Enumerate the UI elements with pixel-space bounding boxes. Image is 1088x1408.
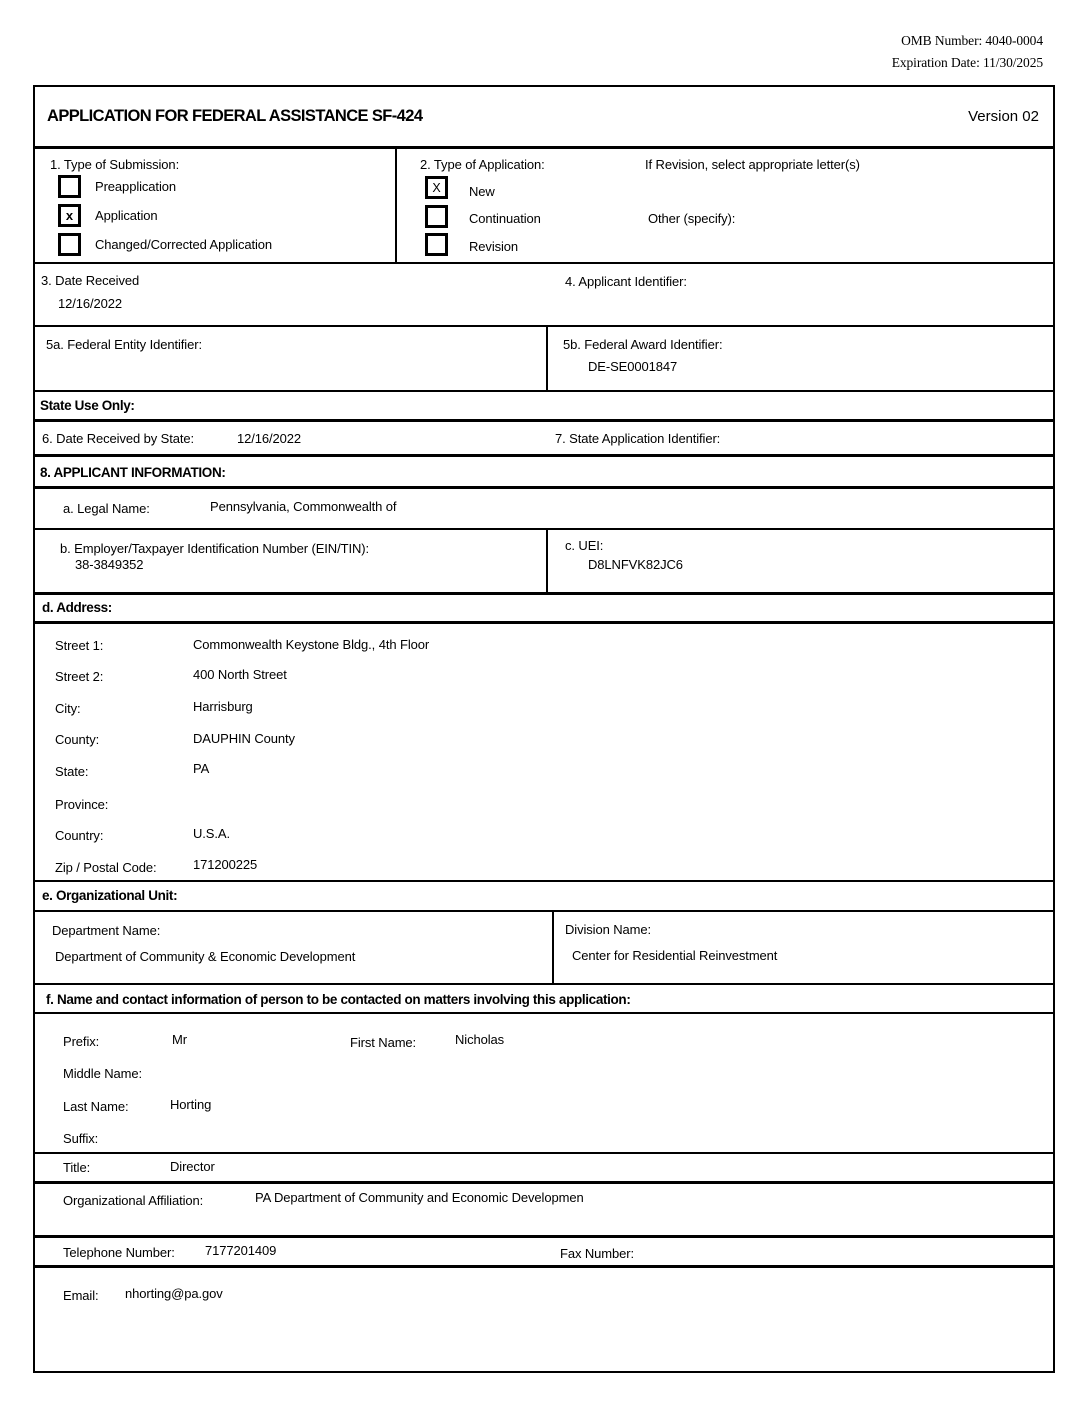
date-received-value: 12/16/2022 [58, 296, 123, 311]
org-affiliation-label: Organizational Affiliation: [63, 1193, 204, 1208]
email-value: nhorting@pa.gov [125, 1286, 223, 1301]
fax-label: Fax Number: [560, 1246, 635, 1261]
form-box [33, 85, 1055, 1373]
province-label: Province: [55, 797, 109, 812]
county-value: DAUPHIN County [193, 731, 295, 746]
department-name-label: Department Name: [52, 923, 161, 938]
federal-award-identifier-value: DE-SE0001847 [588, 359, 678, 374]
federal-award-identifier-label: 5b. Federal Award Identifier: [563, 337, 723, 352]
contact-name-block [35, 1014, 1053, 1154]
last-name-label: Last Name: [63, 1099, 129, 1114]
type-of-application-label: 2. Type of Application: [420, 157, 545, 172]
checkbox-new[interactable]: X [425, 176, 448, 199]
contact-header-row [35, 985, 1053, 1014]
state-use-only-row [35, 392, 1053, 422]
org-affiliation-row [35, 1184, 1053, 1238]
org-affiliation-value: PA Department of Community and Economic Developmen [255, 1190, 584, 1205]
email-row [35, 1268, 1053, 1371]
checkbox-preapplication[interactable] [58, 175, 81, 198]
submission-application-row [35, 149, 1053, 264]
federal-entity-cell [35, 327, 548, 390]
application-label: Application [95, 208, 158, 223]
state-value: PA [193, 761, 210, 776]
preapplication-label: Preapplication [95, 179, 176, 194]
country-label: Country: [55, 828, 104, 843]
org-unit-header: e. Organizational Unit: [42, 888, 178, 903]
checkbox-revision[interactable] [425, 233, 448, 256]
type-of-application-cell [397, 149, 1053, 262]
city-value: Harrisburg [193, 699, 253, 714]
state-use-only-label: State Use Only: [40, 398, 135, 413]
division-name-label: Division Name: [565, 922, 652, 937]
version-label: Version 02 [968, 108, 1039, 125]
contact-title-value: Director [170, 1159, 215, 1174]
suffix-label: Suffix: [63, 1131, 99, 1146]
uei-label: c. UEI: [565, 538, 604, 553]
checkbox-changed-corrected[interactable] [58, 233, 81, 256]
division-cell [554, 912, 1053, 983]
applicant-information-header: 8. APPLICANT INFORMATION: [40, 465, 226, 480]
date-received-by-state-label: 6. Date Received by State: [42, 431, 195, 446]
telephone-value: 7177201409 [205, 1243, 277, 1258]
street1-label: Street 1: [55, 638, 104, 653]
ein-value: 38-3849352 [75, 557, 144, 572]
checkbox-continuation[interactable] [425, 205, 448, 228]
first-name-value: Nicholas [455, 1032, 505, 1047]
revision-label: Revision [469, 239, 519, 254]
uei-cell [548, 530, 1053, 592]
federal-identifier-row [35, 327, 1053, 392]
revision-note: If Revision, select appropriate letter(s) [645, 157, 860, 172]
department-cell [35, 912, 554, 983]
date-received-by-state-value: 12/16/2022 [237, 431, 302, 446]
street2-value: 400 North Street [193, 667, 287, 682]
date-received-label: 3. Date Received [41, 273, 140, 288]
ein-label: b. Employer/Taxpayer Identification Number (EIN/TIN): [60, 541, 369, 556]
checkbox-application[interactable]: x [58, 204, 81, 227]
omb-number: OMB Number: 4040-0004 [901, 33, 1043, 48]
county-label: County: [55, 732, 100, 747]
state-received-row [35, 422, 1053, 457]
contact-title-row [35, 1154, 1053, 1184]
legal-name-value: Pennsylvania, Commonwealth of [210, 499, 397, 514]
street1-value: Commonwealth Keystone Bldg., 4th Floor [193, 637, 430, 652]
other-specify-label: Other (specify): [648, 211, 736, 226]
legal-name-label: a. Legal Name: [63, 501, 150, 516]
zip-label: Zip / Postal Code: [55, 860, 157, 875]
department-division-row [35, 912, 1053, 985]
city-label: City: [55, 701, 81, 716]
contact-title-label: Title: [63, 1160, 91, 1175]
date-received-row [35, 264, 1053, 327]
continuation-label: Continuation [469, 211, 541, 226]
prefix-value: Mr [172, 1032, 187, 1047]
first-name-label: First Name: [350, 1035, 417, 1050]
state-label: State: [55, 764, 89, 779]
department-name-value: Department of Community & Economic Development [55, 949, 356, 964]
ein-uei-row [35, 530, 1053, 595]
contact-header: f. Name and contact information of person to be contacted on matters involving this application: [46, 992, 631, 1007]
address-header-row [35, 595, 1053, 624]
applicant-identifier-label: 4. Applicant Identifier: [565, 274, 687, 289]
uei-value: D8LNFVK82JC6 [588, 557, 683, 572]
address-header: d. Address: [42, 600, 112, 615]
federal-entity-identifier-label: 5a. Federal Entity Identifier: [46, 337, 202, 352]
telephone-label: Telephone Number: [63, 1245, 175, 1260]
omb-header [892, 30, 1043, 74]
last-name-value: Horting [170, 1097, 212, 1112]
legal-name-row [35, 489, 1053, 530]
title-row [35, 87, 1053, 149]
email-label: Email: [63, 1288, 99, 1303]
zip-value: 171200225 [193, 857, 258, 872]
state-application-identifier-label: 7. State Application Identifier: [555, 431, 721, 446]
applicant-information-header-row [35, 457, 1053, 489]
middle-name-label: Middle Name: [63, 1066, 142, 1081]
country-value: U.S.A. [193, 826, 230, 841]
type-of-submission-label: 1. Type of Submission: [50, 157, 180, 172]
changed-corrected-label: Changed/Corrected Application [95, 237, 273, 252]
street2-label: Street 2: [55, 669, 104, 684]
new-label: New [469, 184, 495, 199]
federal-award-cell [548, 327, 1053, 390]
division-name-value: Center for Residential Reinvestment [572, 948, 778, 963]
ein-cell [35, 530, 548, 592]
page-title: APPLICATION FOR FEDERAL ASSISTANCE SF-424 [47, 107, 423, 125]
type-of-submission-cell [35, 149, 397, 262]
prefix-label: Prefix: [63, 1034, 100, 1049]
org-unit-header-row [35, 882, 1053, 912]
phone-fax-row [35, 1238, 1053, 1268]
address-block [35, 624, 1053, 882]
expiration-date: Expiration Date: 11/30/2025 [891, 55, 1043, 70]
